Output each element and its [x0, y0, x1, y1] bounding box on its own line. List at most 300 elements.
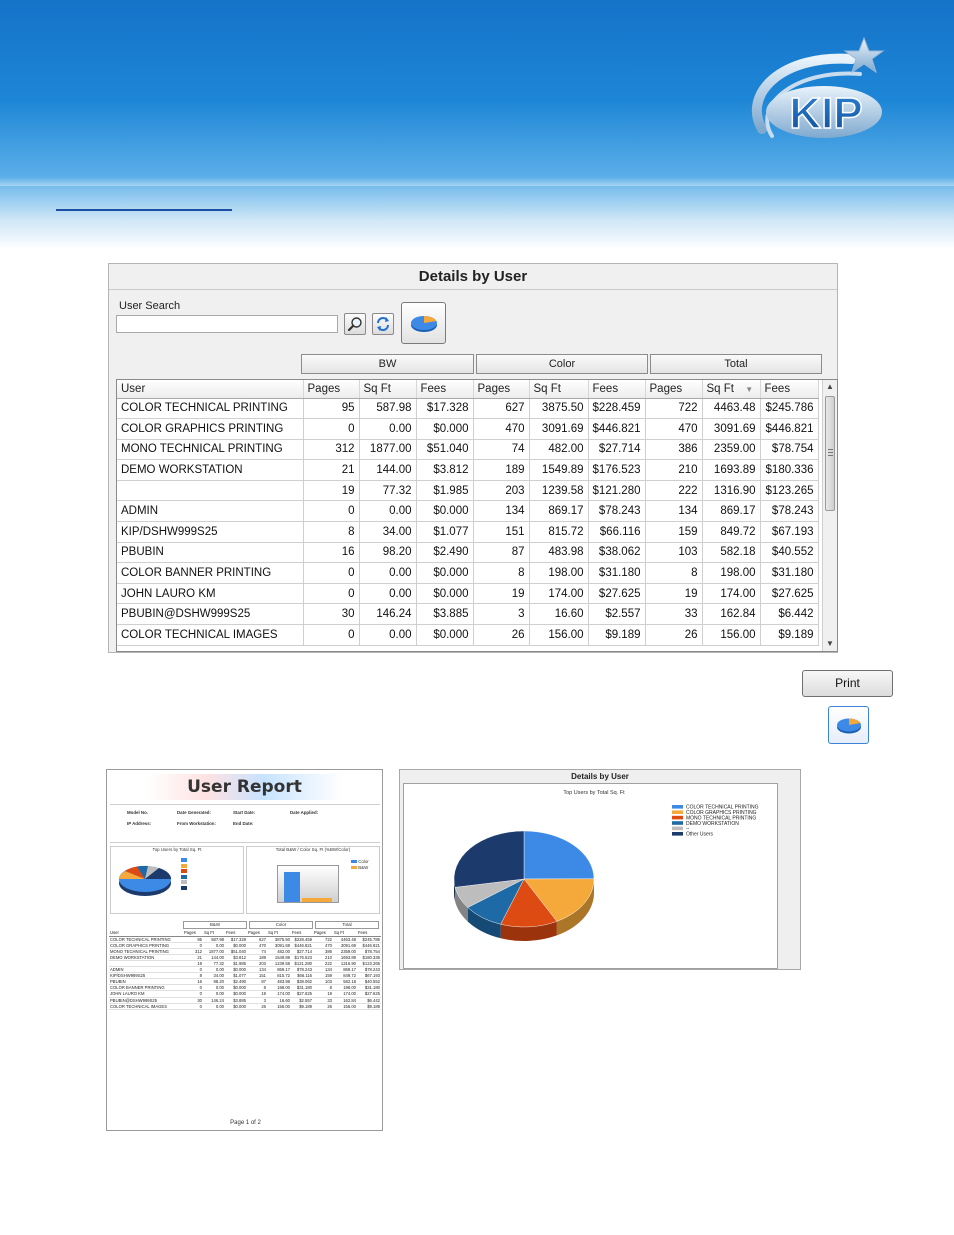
report-cell: 144.00	[203, 954, 225, 960]
report-cell: $176.523	[291, 954, 313, 960]
report-cell: 16.60	[267, 997, 291, 1003]
report-cell: 19	[247, 991, 267, 997]
user-search-label: User Search	[119, 300, 181, 312]
cell-bw-fees: $0.000	[416, 501, 473, 522]
cell-total-fees: $6.442	[760, 604, 818, 625]
report-cell: $0.000	[225, 942, 247, 948]
report-cell: $228.459	[291, 936, 313, 942]
cell-total-pages: 33	[645, 604, 702, 625]
report-cell: $121.280	[291, 960, 313, 966]
cell-color-pages: 189	[473, 460, 529, 481]
report-cell: 8	[313, 985, 333, 991]
cell-bw-sqft: 0.00	[359, 563, 416, 584]
report-pie-graphic	[115, 859, 175, 899]
cell-bw-fees: $51.040	[416, 439, 473, 460]
cell-color-sqft: 174.00	[529, 583, 588, 604]
cell-color-pages: 74	[473, 439, 529, 460]
banner-band	[0, 178, 954, 186]
report-cell: 134	[247, 967, 267, 973]
report-cell: 8	[247, 985, 267, 991]
table-row[interactable]	[117, 522, 818, 543]
report-cell: COLOR BANNER PRINTING	[109, 985, 183, 991]
table-row[interactable]	[117, 460, 818, 481]
cell-total-sqft: 2359.00	[702, 439, 760, 460]
report-row	[109, 942, 381, 948]
cell-color-pages: 627	[473, 398, 529, 419]
report-cell: $180.336	[357, 954, 381, 960]
cell-bw-fees: $0.000	[416, 583, 473, 604]
scroll-thumb[interactable]	[825, 396, 835, 511]
table-row[interactable]	[117, 501, 818, 522]
report-cell: 189	[247, 954, 267, 960]
report-cell: 134	[313, 967, 333, 973]
report-cell: $66.116	[291, 973, 313, 979]
report-cell: 98.20	[203, 979, 225, 985]
report-cell: 1693.89	[333, 954, 357, 960]
cell-color-sqft: 815.72	[529, 522, 588, 543]
col-header-total-fees[interactable]: Fees	[760, 380, 818, 398]
legend-swatch	[672, 810, 683, 814]
col-header-color-sqft[interactable]: Sq Ft	[529, 380, 588, 398]
cell-bw-fees: $1.985	[416, 480, 473, 501]
cell-total-sqft: 582.18	[702, 542, 760, 563]
report-cell: 3091.69	[267, 942, 291, 948]
refresh-button[interactable]	[372, 313, 394, 335]
report-cell: 582.18	[333, 979, 357, 985]
report-cell: $38.062	[291, 979, 313, 985]
report-row	[109, 954, 381, 960]
pie-chart-icon	[835, 715, 863, 735]
cell-total-pages: 470	[645, 419, 702, 440]
report-cell: $27.625	[357, 991, 381, 997]
cell-bw-pages: 30	[303, 604, 359, 625]
col-header-total-pages[interactable]: Pages	[645, 380, 702, 398]
report-cell: $27.625	[291, 991, 313, 997]
table-row[interactable]	[117, 398, 818, 419]
report-col-header: Pages	[247, 930, 267, 936]
user-details-grid[interactable]	[116, 379, 838, 652]
cell-color-pages: 134	[473, 501, 529, 522]
details-chart-window	[399, 769, 801, 970]
table-row[interactable]	[117, 480, 818, 501]
report-cell: 1239.58	[267, 960, 291, 966]
report-row	[109, 936, 381, 942]
report-cell: MONO TECHNICAL PRINTING	[109, 948, 183, 954]
report-col-header: User	[109, 930, 183, 936]
cell-bw-fees: $17.328	[416, 398, 473, 419]
cell-user: COLOR BANNER PRINTING	[117, 563, 303, 584]
table-row[interactable]	[117, 439, 818, 460]
report-cell: $51.040	[225, 948, 247, 954]
user-details-table	[117, 380, 819, 646]
cell-total-sqft: 869.17	[702, 501, 760, 522]
label-model-no: Model No.	[127, 810, 148, 815]
vertical-scrollbar[interactable]	[822, 380, 837, 651]
report-cell: 0	[183, 967, 203, 973]
report-cell: 146.24	[203, 997, 225, 1003]
legend-label: MONO TECHNICAL PRINTING	[686, 815, 757, 822]
report-cell: KIP/DSHW999S25	[109, 973, 183, 979]
legend-swatch	[672, 805, 683, 809]
report-cell: 587.98	[203, 936, 225, 942]
details-by-user-panel	[108, 263, 838, 653]
report-col-header: Sq Ft	[333, 930, 357, 936]
logo-text: KIP	[789, 89, 863, 138]
cell-total-sqft: 156.00	[702, 625, 760, 646]
cell-bw-fees: $0.000	[416, 563, 473, 584]
cell-total-pages: 159	[645, 522, 702, 543]
legend-swatch	[672, 816, 683, 820]
report-cell: 77.32	[203, 960, 225, 966]
table-row[interactable]	[117, 583, 818, 604]
user-search-input[interactable]	[116, 315, 338, 333]
legend-label: COLOR GRAPHICS PRINTING	[686, 810, 757, 816]
report-cell: 3875.50	[267, 936, 291, 942]
report-page-footer: Page 1 of 2	[230, 1120, 261, 1126]
cell-total-fees: $9.189	[760, 625, 818, 646]
cell-bw-sqft: 146.24	[359, 604, 416, 625]
report-cell: $0.000	[225, 985, 247, 991]
report-cell: 386	[313, 948, 333, 954]
report-cell: 95	[183, 936, 203, 942]
report-cell: $446.821	[357, 942, 381, 948]
cell-total-fees: $67.193	[760, 522, 818, 543]
cell-bw-pages: 16	[303, 542, 359, 563]
cell-total-sqft: 849.72	[702, 522, 760, 543]
chart-title: Top Users by Total Sq. Ft	[563, 790, 625, 796]
cell-color-fees: $31.180	[588, 563, 645, 584]
report-cell: $2.490	[225, 979, 247, 985]
report-group-total: Total	[315, 921, 379, 929]
cell-user: DEMO WORKSTATION	[117, 460, 303, 481]
report-col-header: Sq Ft	[267, 930, 291, 936]
cell-color-pages: 19	[473, 583, 529, 604]
cell-color-sqft: 1239.58	[529, 480, 588, 501]
cell-user: MONO TECHNICAL PRINTING	[117, 439, 303, 460]
cell-total-pages: 722	[645, 398, 702, 419]
report-legend-color: Color	[358, 859, 369, 864]
cell-bw-sqft: 0.00	[359, 501, 416, 522]
cell-user: COLOR GRAPHICS PRINTING	[117, 419, 303, 440]
search-button[interactable]	[344, 313, 366, 335]
cell-total-sqft: 174.00	[702, 583, 760, 604]
cell-total-pages: 222	[645, 480, 702, 501]
pie-chart-button[interactable]	[401, 302, 446, 344]
col-header-user[interactable]: User	[117, 380, 303, 398]
report-cell: 156.00	[267, 1003, 291, 1009]
report-cell: 627	[247, 936, 267, 942]
cell-total-fees: $78.754	[760, 439, 818, 460]
report-cell: 0	[183, 991, 203, 997]
cell-color-sqft: 198.00	[529, 563, 588, 584]
report-cell: 174.00	[333, 991, 357, 997]
cell-color-pages: 203	[473, 480, 529, 501]
cell-bw-fees: $3.885	[416, 604, 473, 625]
report-cell: 0.00	[203, 967, 225, 973]
report-cell: $0.000	[225, 991, 247, 997]
cell-color-fees: $9.189	[588, 625, 645, 646]
report-cell: $31.180	[291, 985, 313, 991]
report-cell: $6.442	[357, 997, 381, 1003]
report-cell: 33	[313, 997, 333, 1003]
legend-label: DEMO WORKSTATION	[686, 820, 739, 827]
report-row	[109, 1003, 381, 1009]
cell-total-sqft: 3091.69	[702, 419, 760, 440]
report-cell: 198.00	[333, 985, 357, 991]
legend-label: --	[686, 826, 690, 833]
cell-bw-pages: 0	[303, 419, 359, 440]
cell-total-sqft: 1693.89	[702, 460, 760, 481]
report-cell: JOHN LAURO KM	[109, 991, 183, 997]
report-cell: 87	[247, 979, 267, 985]
cell-bw-sqft: 34.00	[359, 522, 416, 543]
col-header-bw-pages[interactable]: Pages	[303, 380, 359, 398]
sort-desc-icon: ▼	[745, 384, 754, 394]
report-cell: $40.552	[357, 979, 381, 985]
cell-color-fees: $27.714	[588, 439, 645, 460]
panel-title: Details by User	[109, 264, 837, 290]
cell-bw-pages: 0	[303, 501, 359, 522]
cell-user: KIP/DSHW999S25	[117, 522, 303, 543]
user-report-preview	[106, 769, 383, 1131]
cell-color-pages: 470	[473, 419, 529, 440]
col-header-bw-fees[interactable]: Fees	[416, 380, 473, 398]
cell-user: COLOR TECHNICAL PRINTING	[117, 398, 303, 419]
cell-color-fees: $446.821	[588, 419, 645, 440]
scroll-up-arrow-icon[interactable]: ▲	[826, 382, 834, 391]
report-col-header: Fees	[291, 930, 313, 936]
report-cell: 210	[313, 954, 333, 960]
table-row[interactable]	[117, 625, 818, 646]
report-cell: $3.812	[225, 954, 247, 960]
report-cell: 203	[247, 960, 267, 966]
legend-label: COLOR TECHNICAL PRINTING	[686, 804, 759, 811]
pie-slice	[454, 831, 524, 887]
pie-chart-icon	[409, 312, 439, 334]
report-cell: 0.00	[203, 991, 225, 997]
report-cell: 21	[183, 954, 203, 960]
label-ip-address: IP Address:	[127, 821, 152, 827]
cell-bw-pages: 0	[303, 625, 359, 646]
report-cell: 482.00	[267, 948, 291, 954]
report-col-header: Pages	[313, 930, 333, 936]
report-cell: $9.189	[291, 1003, 313, 1009]
table-row[interactable]	[117, 542, 818, 563]
cell-total-sqft: 162.84	[702, 604, 760, 625]
cell-user: PBUBIN	[117, 542, 303, 563]
report-cell: 869.17	[267, 967, 291, 973]
report-cell: $0.000	[225, 967, 247, 973]
report-cell: 19	[183, 960, 203, 966]
cell-color-sqft: 3875.50	[529, 398, 588, 419]
cell-total-fees: $31.180	[760, 563, 818, 584]
report-cell: $245.786	[357, 936, 381, 942]
legend-swatch	[672, 832, 683, 836]
cell-color-sqft: 869.17	[529, 501, 588, 522]
report-cell: COLOR TECHNICAL PRINTING	[109, 936, 183, 942]
cell-user: PBUBIN@DSHW999S25	[117, 604, 303, 625]
cell-color-pages: 26	[473, 625, 529, 646]
report-cell: 2359.00	[333, 948, 357, 954]
cell-color-fees: $38.062	[588, 542, 645, 563]
label-date-generated: Date Generated:	[177, 810, 211, 815]
label-from-workstation: From Workstation:	[177, 821, 216, 827]
report-cell: 483.98	[267, 979, 291, 985]
cell-total-pages: 26	[645, 625, 702, 646]
report-cell: 19	[313, 991, 333, 997]
report-cell: 0	[183, 942, 203, 948]
report-cell: $78.243	[357, 967, 381, 973]
report-cell: $446.821	[291, 942, 313, 948]
col-header-color-fees[interactable]: Fees	[588, 380, 645, 398]
report-cell: $3.885	[225, 997, 247, 1003]
report-cell: $0.000	[225, 1003, 247, 1009]
cell-bw-pages: 21	[303, 460, 359, 481]
report-chart1-title: Top Users by Total Sq. Ft	[152, 847, 202, 852]
table-row[interactable]	[117, 563, 818, 584]
label-date-applied: Date Applied:	[290, 810, 319, 815]
report-cell: $1.077	[225, 973, 247, 979]
report-cell: 3091.69	[333, 942, 357, 948]
cell-color-fees: $2.557	[588, 604, 645, 625]
cell-color-pages: 3	[473, 604, 529, 625]
legend-swatch	[672, 821, 683, 825]
report-cell: $17.328	[225, 936, 247, 942]
report-cell: 74	[247, 948, 267, 954]
pie-slice	[524, 831, 594, 879]
report-row	[109, 948, 381, 954]
report-legend-bw: B&W	[358, 864, 369, 870]
cell-total-pages: 134	[645, 501, 702, 522]
cell-color-fees: $228.459	[588, 398, 645, 419]
print-button[interactable]: Print	[802, 670, 893, 697]
report-cell: 30	[183, 997, 203, 1003]
report-cell: PBUBIN@DSHW999S25	[109, 997, 183, 1003]
cell-total-fees: $78.243	[760, 501, 818, 522]
group-header-color: Color	[476, 354, 648, 374]
report-cell: 1549.89	[267, 954, 291, 960]
col-header-total-sqft-label: Sq Ft	[706, 382, 734, 395]
cell-user: JOHN LAURO KM	[117, 583, 303, 604]
report-cell: COLOR GRAPHICS PRINTING	[109, 942, 183, 948]
cell-bw-sqft: 0.00	[359, 583, 416, 604]
report-title: User Report	[147, 774, 342, 800]
report-cell: 3	[247, 997, 267, 1003]
chart-area	[403, 783, 778, 969]
report-pie-legend	[181, 858, 243, 890]
table-row[interactable]	[117, 419, 818, 440]
report-cell: $78.754	[357, 948, 381, 954]
report-cell: $31.180	[357, 985, 381, 991]
legend-label: Other Users	[686, 831, 713, 838]
cell-total-pages: 210	[645, 460, 702, 481]
report-cell: 312	[183, 948, 203, 954]
report-cell: 198.00	[267, 985, 291, 991]
col-header-bw-sqft[interactable]: Sq Ft	[359, 380, 416, 398]
cell-user	[117, 480, 303, 501]
report-cell: 815.72	[267, 973, 291, 979]
report-cell: 8	[183, 973, 203, 979]
report-cell: 722	[313, 936, 333, 942]
report-cell: 26	[313, 1003, 333, 1009]
cell-total-fees: $123.265	[760, 480, 818, 501]
report-cell: $78.243	[291, 967, 313, 973]
report-cell: 0.00	[203, 942, 225, 948]
report-cell: 174.00	[267, 991, 291, 997]
label-end-date: End Date:	[233, 821, 254, 827]
cell-color-pages: 87	[473, 542, 529, 563]
report-chart2-title: Total B&W / Color Sq. Ft (%BW/Color)	[275, 847, 351, 852]
report-table	[109, 930, 381, 1010]
report-cell: $1.985	[225, 960, 247, 966]
cell-color-sqft: 483.98	[529, 542, 588, 563]
cell-bw-sqft: 144.00	[359, 460, 416, 481]
cell-color-fees: $66.116	[588, 522, 645, 543]
report-cell: $123.265	[357, 960, 381, 966]
cell-bw-fees: $1.077	[416, 522, 473, 543]
cell-color-sqft: 482.00	[529, 439, 588, 460]
cell-total-pages: 103	[645, 542, 702, 563]
report-bar-chart	[246, 846, 380, 914]
cell-total-fees: $40.552	[760, 542, 818, 563]
report-cell: 103	[313, 979, 333, 985]
cell-total-pages: 8	[645, 563, 702, 584]
col-header-total-sqft[interactable]	[702, 380, 760, 398]
link-underline[interactable]	[56, 209, 232, 211]
cell-color-fees: $121.280	[588, 480, 645, 501]
report-pie-chart	[110, 846, 244, 914]
chart-window-title: Details by User	[571, 772, 629, 781]
scroll-down-arrow-icon[interactable]: ▼	[826, 639, 834, 648]
cell-bw-pages: 8	[303, 522, 359, 543]
col-header-color-pages[interactable]: Pages	[473, 380, 529, 398]
cell-bw-sqft: 1877.00	[359, 439, 416, 460]
report-col-header: Fees	[225, 930, 247, 936]
report-cell: $2.557	[291, 997, 313, 1003]
pie-chart	[404, 784, 779, 970]
report-cell: 34.00	[203, 973, 225, 979]
report-cell: ADMIN	[109, 967, 183, 973]
report-cell: 159	[313, 973, 333, 979]
report-cell: $27.714	[291, 948, 313, 954]
report-cell: 470	[247, 942, 267, 948]
cell-bw-sqft: 0.00	[359, 625, 416, 646]
report-cell: 151	[247, 973, 267, 979]
table-row[interactable]	[117, 604, 818, 625]
cell-bw-sqft: 587.98	[359, 398, 416, 419]
cell-color-pages: 151	[473, 522, 529, 543]
report-cell: 470	[313, 942, 333, 948]
cell-bw-sqft: 77.32	[359, 480, 416, 501]
refresh-icon	[375, 316, 391, 332]
report-cell: 0.00	[203, 1003, 225, 1009]
report-cell: 162.84	[333, 997, 357, 1003]
report-cell: 1316.90	[333, 960, 357, 966]
cell-bw-fees: $0.000	[416, 419, 473, 440]
cell-user: COLOR TECHNICAL IMAGES	[117, 625, 303, 646]
report-cell: 4463.48	[333, 936, 357, 942]
report-cell: 16	[183, 979, 203, 985]
cell-total-fees: $27.625	[760, 583, 818, 604]
cell-bw-fees: $3.812	[416, 460, 473, 481]
report-cell: $9.189	[357, 1003, 381, 1009]
label-start-date: Start Date:	[233, 810, 256, 815]
cell-total-fees: $180.336	[760, 460, 818, 481]
cell-total-sqft: 198.00	[702, 563, 760, 584]
cell-bw-pages: 95	[303, 398, 359, 419]
cell-color-fees: $176.523	[588, 460, 645, 481]
pie-chart-button-large[interactable]	[828, 706, 869, 744]
